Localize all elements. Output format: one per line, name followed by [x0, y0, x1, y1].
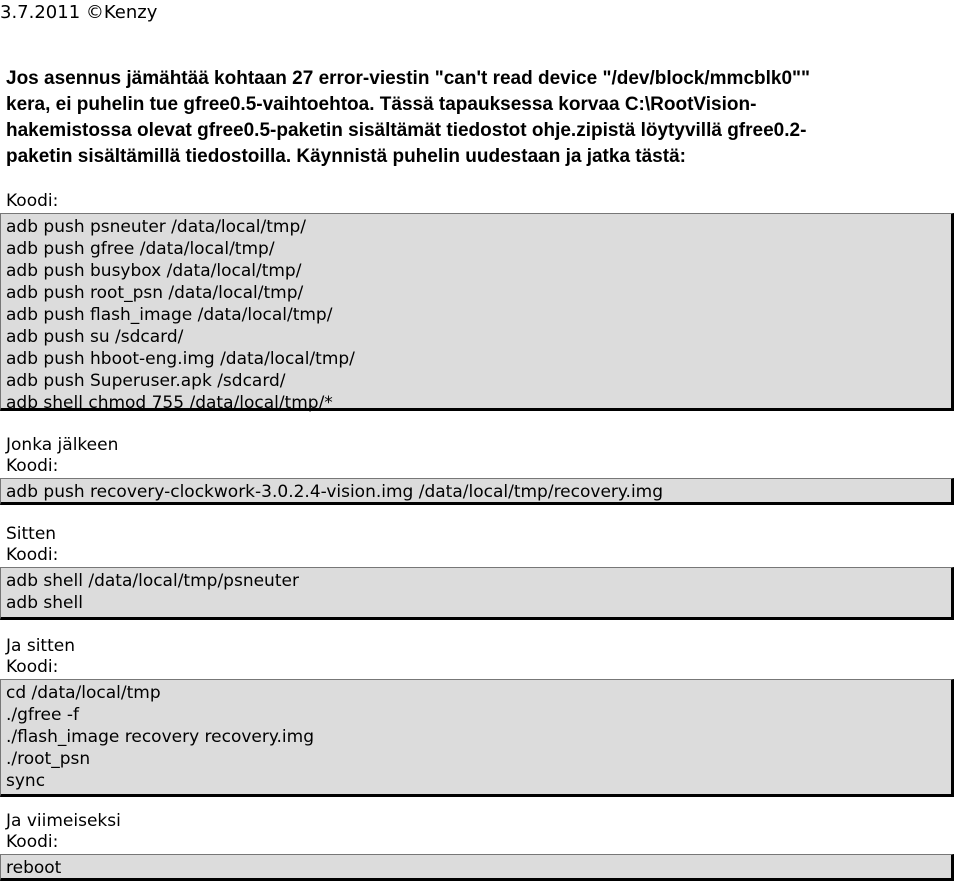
code-line: ./flash_image recovery recovery.img [6, 727, 314, 747]
code-line: ./gfree -f [6, 705, 79, 725]
code-block-3[interactable] [0, 567, 954, 620]
code-block-2[interactable] [0, 478, 954, 505]
code-line: adb push hboot-eng.img /data/local/tmp/ [6, 349, 355, 369]
code-line: cd /data/local/tmp [6, 683, 161, 703]
code-line: adb shell /data/local/tmp/psneuter [6, 571, 299, 591]
intro-line: kera, ei puhelin tue gfree0.5-vaihtoehtoa. Tässä tapauksessa korvaa C:\RootVision- [6, 94, 757, 115]
code-line: adb push busybox /data/local/tmp/ [6, 261, 302, 281]
code-block-4[interactable] [0, 679, 954, 797]
code-line: adb push gfree /data/local/tmp/ [6, 239, 275, 259]
section-heading: Jonka jälkeen [6, 435, 119, 455]
section-heading: Sitten [6, 524, 57, 544]
code-line: adb shell chmod 755 /data/local/tmp/* [6, 393, 333, 413]
code-line: ./root_psn [6, 749, 91, 769]
section-heading: Ja sitten [6, 636, 75, 656]
intro-paragraph [6, 66, 956, 170]
code-line: adb push psneuter /data/local/tmp/ [6, 217, 307, 237]
code-label: Koodi: [6, 657, 59, 677]
intro-line: Jos asennus jämähtää kohtaan 27 error-viestin "can't read device "/dev/block/mmcblk0"" [6, 68, 811, 89]
code-line: adb shell [6, 593, 83, 613]
code-line: sync [6, 771, 46, 791]
intro-line: paketin sisältämillä tiedostoilla. Käynnistä puhelin uudestaan ja jatka tästä: [6, 146, 686, 167]
section-heading: Ja viimeiseksi [6, 811, 121, 831]
intro-line: hakemistossa olevat gfree0.5-paketin sisältämät tiedostot ohje.zipistä löytyvillä gfree0.2- [6, 120, 807, 141]
code-line: adb push flash_image /data/local/tmp/ [6, 305, 333, 325]
code-label: Koodi: [6, 832, 59, 852]
code-line: adb push su /sdcard/ [6, 327, 184, 347]
code-line: reboot [6, 858, 62, 878]
code-block-5[interactable] [0, 854, 954, 881]
code-block-1[interactable] [0, 213, 954, 411]
code-line: adb push Superuser.apk /sdcard/ [6, 371, 286, 391]
code-label: Koodi: [6, 456, 59, 476]
code-line: adb push root_psn /data/local/tmp/ [6, 283, 304, 303]
code-label: Koodi: [6, 191, 59, 211]
date-author-header: 3.7.2011 ©Kenzy [0, 2, 158, 23]
code-label: Koodi: [6, 545, 59, 565]
code-line: adb push recovery-clockwork-3.0.2.4-vision.img /data/local/tmp/recovery.img [6, 482, 664, 502]
